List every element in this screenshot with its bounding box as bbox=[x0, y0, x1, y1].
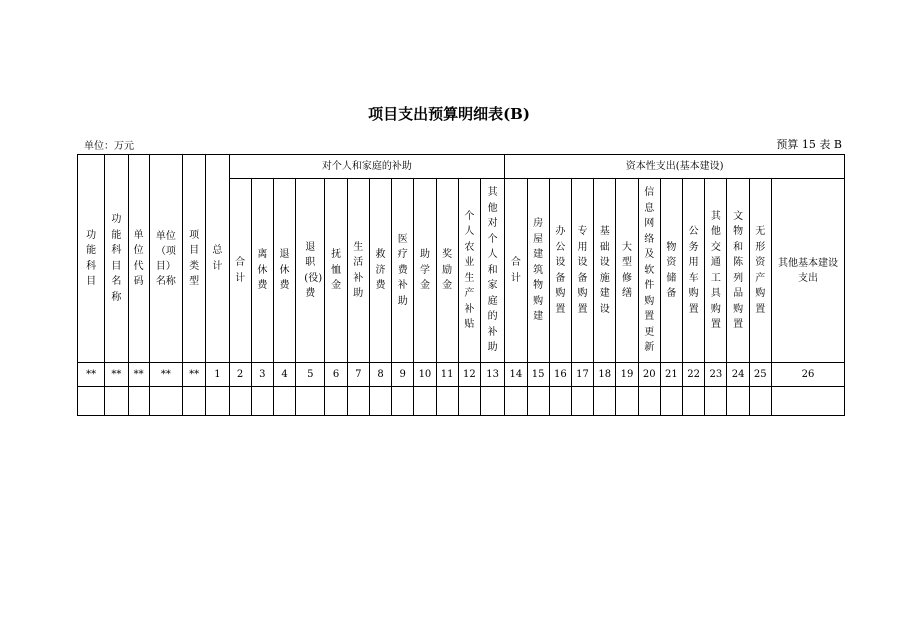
column-index-row bbox=[78, 363, 845, 387]
index-cell: 4 bbox=[273, 363, 295, 387]
index-cell: ** bbox=[149, 363, 182, 387]
subheader-personal-4: 退职(役)费 bbox=[296, 179, 325, 363]
header-unit-code: 单位代码 bbox=[128, 155, 149, 363]
page-title: 项目支出预算明细表(B) bbox=[368, 105, 530, 123]
index-cell: 25 bbox=[749, 363, 771, 387]
header-group-row bbox=[78, 155, 845, 179]
index-cell: 19 bbox=[616, 363, 638, 387]
subheader-personal-1: 合计 bbox=[229, 179, 251, 363]
empty-cell[interactable] bbox=[549, 387, 571, 416]
index-cell: 9 bbox=[392, 363, 414, 387]
index-cell: 26 bbox=[771, 363, 844, 387]
index-cell: 15 bbox=[527, 363, 549, 387]
index-cell: 14 bbox=[505, 363, 527, 387]
subheader-personal-5: 抚恤金 bbox=[325, 179, 347, 363]
index-cell: 12 bbox=[458, 363, 480, 387]
index-cell: ** bbox=[128, 363, 149, 387]
subheader-personal-10: 奖励金 bbox=[436, 179, 458, 363]
subheader-capital-4: 专用设备购置 bbox=[571, 179, 593, 363]
subheader-capital-7: 信息网络及软件购置更新 bbox=[638, 179, 660, 363]
empty-cell[interactable] bbox=[128, 387, 149, 416]
empty-cell[interactable] bbox=[705, 387, 727, 416]
empty-cell[interactable] bbox=[458, 387, 480, 416]
index-cell: 2 bbox=[229, 363, 251, 387]
empty-cell[interactable] bbox=[325, 387, 347, 416]
empty-cell[interactable] bbox=[480, 387, 504, 416]
empty-data-row bbox=[78, 387, 845, 416]
index-cell: 6 bbox=[325, 363, 347, 387]
empty-cell[interactable] bbox=[149, 387, 182, 416]
empty-cell[interactable] bbox=[229, 387, 251, 416]
empty-cell[interactable] bbox=[505, 387, 527, 416]
index-cell: 20 bbox=[638, 363, 660, 387]
subheader-personal-7: 救济费 bbox=[369, 179, 391, 363]
group-capital-expenditure: 资本性支出(基本建设) bbox=[505, 155, 845, 179]
empty-cell[interactable] bbox=[749, 387, 771, 416]
group-personal-household-subsidy: 对个人和家庭的补助 bbox=[229, 155, 505, 179]
header-unit-name: 单位（项目）名称 bbox=[149, 155, 182, 363]
subheader-capital-6: 大型修缮 bbox=[616, 179, 638, 363]
subheader-personal-12: 其他对个人和家庭的补助 bbox=[480, 179, 504, 363]
empty-cell[interactable] bbox=[616, 387, 638, 416]
empty-cell[interactable] bbox=[638, 387, 660, 416]
index-cell: ** bbox=[183, 363, 206, 387]
index-cell: 22 bbox=[683, 363, 705, 387]
subheader-personal-3: 退休费 bbox=[273, 179, 295, 363]
empty-cell[interactable] bbox=[436, 387, 458, 416]
subheader-personal-6: 生活补助 bbox=[347, 179, 369, 363]
empty-cell[interactable] bbox=[78, 387, 105, 416]
empty-cell[interactable] bbox=[347, 387, 369, 416]
subheader-capital-9: 公务用车购置 bbox=[683, 179, 705, 363]
empty-cell[interactable] bbox=[594, 387, 616, 416]
index-cell: 24 bbox=[727, 363, 749, 387]
empty-cell[interactable] bbox=[183, 387, 206, 416]
header-project-type: 项目类型 bbox=[183, 155, 206, 363]
empty-cell[interactable] bbox=[771, 387, 844, 416]
index-cell: 13 bbox=[480, 363, 504, 387]
subheader-capital-1: 合计 bbox=[505, 179, 527, 363]
subheader-capital-5: 基础设施建设 bbox=[594, 179, 616, 363]
subheader-personal-9: 助学金 bbox=[414, 179, 436, 363]
empty-cell[interactable] bbox=[414, 387, 436, 416]
empty-cell[interactable] bbox=[683, 387, 705, 416]
subheader-capital-13: 其他基本建设支出 bbox=[771, 179, 844, 363]
unit-label: 单位：万元 bbox=[84, 141, 134, 152]
empty-cell[interactable] bbox=[660, 387, 682, 416]
index-cell: 7 bbox=[347, 363, 369, 387]
empty-cell[interactable] bbox=[392, 387, 414, 416]
subheader-capital-8: 物资储备 bbox=[660, 179, 682, 363]
index-cell: 11 bbox=[436, 363, 458, 387]
subheader-capital-11: 文物和陈列品购置 bbox=[727, 179, 749, 363]
index-cell: 21 bbox=[660, 363, 682, 387]
budget-detail-table bbox=[77, 154, 845, 416]
index-cell: ** bbox=[105, 363, 128, 387]
index-cell: 3 bbox=[251, 363, 273, 387]
empty-cell[interactable] bbox=[105, 387, 128, 416]
empty-cell[interactable] bbox=[296, 387, 325, 416]
index-cell: 17 bbox=[571, 363, 593, 387]
subheader-personal-8: 医疗费补助 bbox=[392, 179, 414, 363]
empty-cell[interactable] bbox=[273, 387, 295, 416]
empty-cell[interactable] bbox=[251, 387, 273, 416]
subheader-capital-10: 其他交通工具购置 bbox=[705, 179, 727, 363]
subheader-personal-11: 个人农业生产补贴 bbox=[458, 179, 480, 363]
table-number: 预算 15 表 B bbox=[776, 138, 842, 151]
index-cell: 18 bbox=[594, 363, 616, 387]
subheader-personal-2: 离休费 bbox=[251, 179, 273, 363]
header-func-name: 功能科目名称 bbox=[105, 155, 128, 363]
index-cell: 10 bbox=[414, 363, 436, 387]
subheader-capital-3: 办公设备购置 bbox=[549, 179, 571, 363]
empty-cell[interactable] bbox=[727, 387, 749, 416]
index-cell: 16 bbox=[549, 363, 571, 387]
subheader-capital-2: 房屋建筑物购建 bbox=[527, 179, 549, 363]
index-cell: 23 bbox=[705, 363, 727, 387]
empty-cell[interactable] bbox=[527, 387, 549, 416]
index-cell: 8 bbox=[369, 363, 391, 387]
header-func-code: 功能科目 bbox=[78, 155, 105, 363]
index-cell: 1 bbox=[206, 363, 229, 387]
header-total: 总计 bbox=[206, 155, 229, 363]
empty-cell[interactable] bbox=[571, 387, 593, 416]
empty-cell[interactable] bbox=[369, 387, 391, 416]
index-cell: 5 bbox=[296, 363, 325, 387]
index-cell: ** bbox=[78, 363, 105, 387]
subheader-capital-12: 无形资产购置 bbox=[749, 179, 771, 363]
empty-cell[interactable] bbox=[206, 387, 229, 416]
